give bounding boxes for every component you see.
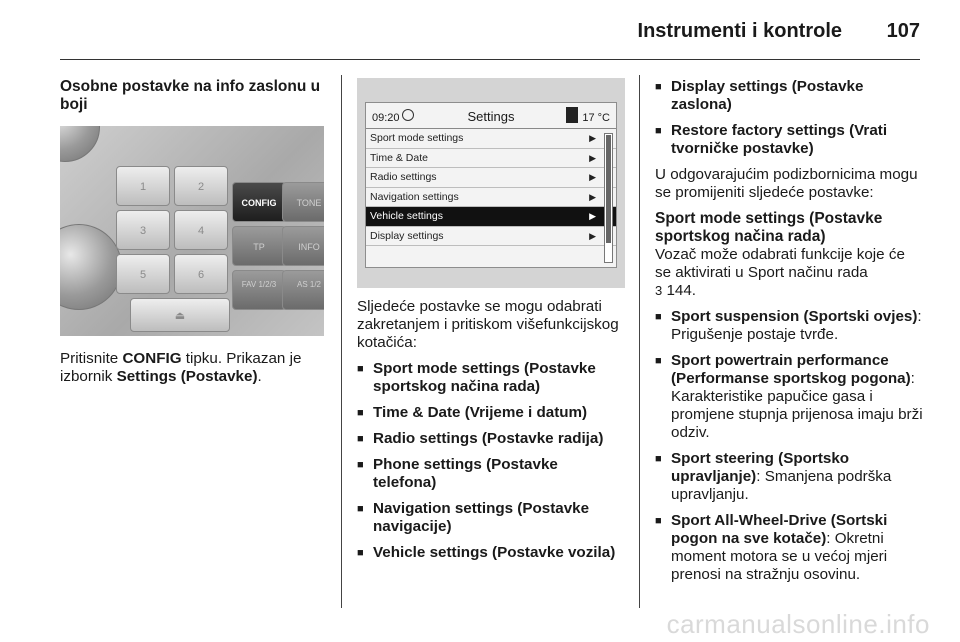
column-3 xyxy=(655,78,923,592)
chevron-right-icon: ▶ xyxy=(589,230,596,241)
subsection-heading: Sport mode settings (Postavke sportskog načina rada) xyxy=(655,210,883,245)
screen-header xyxy=(366,103,616,129)
screen-title: Settings xyxy=(467,109,515,124)
settings-menu-item xyxy=(366,149,616,169)
bullet-item: ■ Sport All-Wheel-Drive (Sortski pogon na sve kotače): Okretni moment motora se u većoj mjeri prenosi na stražnju osovinu. xyxy=(655,512,923,584)
bullet-item: ■ Restore factory settings (Vrati tvorničke postavke) xyxy=(655,122,923,158)
settings-menu-item xyxy=(366,129,616,149)
bullet-item: ■ Sport suspension (Sportski ovjes): Prigušenje postaje tvrđe. xyxy=(655,308,923,344)
settings-menu-item xyxy=(366,168,616,188)
scrollbar-thumb xyxy=(606,135,611,243)
screen-time: 09:20 xyxy=(372,112,400,124)
screen-temperature: 17 °C xyxy=(582,112,610,124)
settings-bullet-list xyxy=(357,360,625,562)
preset-button: 1 xyxy=(116,166,170,206)
menu-item-label: Sport mode settings xyxy=(370,132,464,144)
header-title: Instrumenti i kontrole xyxy=(637,20,842,42)
bullet-item: ■ Vehicle settings (Postavke vozila) xyxy=(357,544,625,562)
settings-screen xyxy=(365,102,617,268)
chevron-right-icon: ▶ xyxy=(589,152,596,163)
bullet-item: ■ Sport steering (Sportsko upravljanje): Smanjena podrška upravljanju. xyxy=(655,450,923,504)
column-1 xyxy=(60,78,328,394)
menu-item-label: Time & Date xyxy=(370,151,428,164)
page-header xyxy=(60,16,920,60)
thermometer-icon xyxy=(566,107,578,123)
bullet-item: ■ Sport powertrain performance (Performanse sportskog pogona): Karakteristike papučice gasa i promjene stupnja prijenosa imaju brži odziv. xyxy=(655,352,923,442)
config-button: CONFIG xyxy=(232,182,286,222)
info-button: INFO xyxy=(282,226,324,266)
intro-paragraph: Sljedeće postavke se mogu odabrati zakretanjem i pritiskom višefunkcijskog kotačića: xyxy=(357,298,619,351)
tone-button: TONE xyxy=(282,182,324,222)
subsection-paragraph: Vozač može odabrati funkcije koje će se aktivirati u Sport načinu rada 3 144. xyxy=(655,246,905,299)
menu-item-label: Navigation settings xyxy=(370,190,459,203)
chevron-right-icon: ▶ xyxy=(589,133,596,143)
bullet-item: ■ Radio settings (Postavke radija) xyxy=(357,430,625,448)
bullet-item: ■ Display settings (Postavke zaslona) xyxy=(655,78,923,114)
submenu-paragraph: U odgovarajućim podizbornicima mogu se promijeniti sljedeće postavke: xyxy=(655,166,918,201)
instruction-paragraph: Pritisnite CONFIG tipku. Prikazan je izbornik Settings (Postavke). xyxy=(60,350,302,385)
as-button: AS 1/2 xyxy=(282,270,324,310)
menu-item-label: Radio settings xyxy=(370,171,437,183)
page-number: 107 xyxy=(886,20,920,42)
column-divider xyxy=(639,75,640,608)
knob-icon xyxy=(60,126,100,162)
preset-button: 4 xyxy=(174,210,228,250)
preset-button: 2 xyxy=(174,166,228,206)
settings-menu-item xyxy=(366,227,616,247)
settings-menu-list xyxy=(366,129,616,246)
chevron-right-icon: ▶ xyxy=(589,172,596,182)
settings-menu-item xyxy=(366,188,616,208)
bullet-item: ■ Phone settings (Postavke telefona) xyxy=(357,456,625,492)
control-panel-photo xyxy=(60,126,324,336)
bullet-item: ■ Sport mode settings (Postavke sportskog načina rada) xyxy=(357,360,625,396)
eject-button: ⏏ xyxy=(130,298,230,332)
cross-reference-icon: 3 xyxy=(655,283,663,298)
preset-button: 3 xyxy=(116,210,170,250)
preset-button: 6 xyxy=(174,254,228,294)
settings-menu-item xyxy=(366,207,616,227)
tp-button: TP xyxy=(232,226,286,266)
menu-item-label: Display settings xyxy=(370,229,444,242)
screen-scrollbar xyxy=(604,133,613,263)
section-heading: Osobne postavke na info zaslonu u boji xyxy=(60,78,321,113)
bullet-item: ■ Navigation settings (Postavke navigacije) xyxy=(357,500,625,536)
column-2 xyxy=(357,78,625,570)
chevron-right-icon: ▶ xyxy=(589,211,596,221)
multifunction-knob-icon xyxy=(60,224,122,310)
preset-button: 5 xyxy=(116,254,170,294)
settings-screen-photo xyxy=(357,78,625,288)
chevron-right-icon: ▶ xyxy=(589,191,596,202)
sport-mode-list xyxy=(655,308,923,584)
watermark: carmanualsonline.info xyxy=(666,609,930,639)
bullet-item: ■ Time & Date (Vrijeme i datum) xyxy=(357,404,625,422)
fav-button: FAV 1/2/3 xyxy=(232,270,286,310)
column-divider xyxy=(341,75,342,608)
menu-item-label: Vehicle settings xyxy=(370,210,443,222)
